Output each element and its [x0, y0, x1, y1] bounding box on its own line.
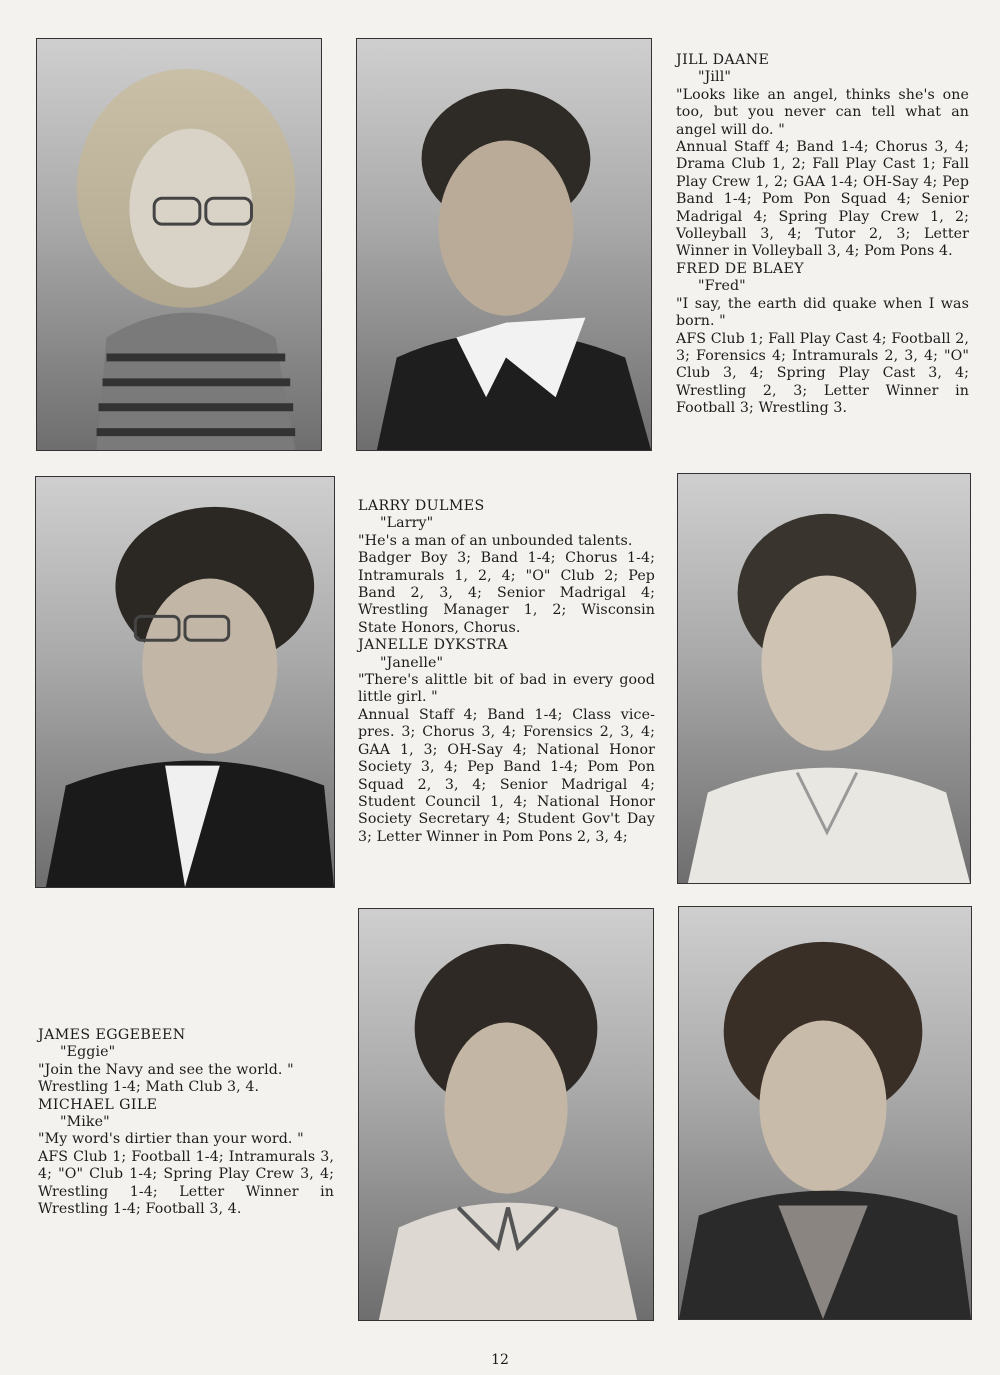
- student-activities: Badger Boy 3; Band 1-4; Chorus 1-4; Intramurals 1, 2, 4; "O" Club 2; Pep Band 2, 3, 4; Senior Madrigal 4; Wrestling Manager 1, 2; Wisconsin State Honors, Chorus.: [358, 550, 655, 636]
- portrait-photo-icon: [37, 39, 321, 450]
- portrait-photo-icon: [357, 39, 651, 450]
- student-activities: Wrestling 1-4; Math Club 3, 4.: [38, 1079, 260, 1096]
- student-nickname: "Mike": [60, 1114, 110, 1131]
- portrait-jill-daane: [36, 38, 322, 451]
- student-activities: Annual Staff 4; Band 1-4; Chorus 3, 4; Drama Club 1, 2; Fall Play Cast 1; Fall Play Crew 1, 2; GAA 1-4; OH-Say 4; Pep Band 1-4; Pom Pon Squad 4; Senior Madrigal 4; Spring Play Crew 1, 2; Volleyball 3, 4; Tutor 2, 3; Letter Winner in Volleyball 3, 4; Pom Pons 4.: [676, 139, 969, 260]
- student-quote: "Looks like an angel, thinks she's one too, but you never can tell what an angel will do. ": [676, 86, 969, 138]
- student-name: LARRY DULMES: [358, 498, 485, 514]
- bio-block-dulmes-dykstra: [358, 498, 655, 846]
- bio-block-eggebeen-gile: [38, 1027, 334, 1218]
- student-activities: AFS Club 1; Fall Play Cast 4; Football 2, 3; Forensics 4; Intramurals 2, 3, 4; "O" Club 3, 4; Spring Play Cast 3, 4; Wrestling 2, 3; Letter Winner in Football 3; Wrestling 3.: [676, 330, 969, 417]
- student-quote: "Join the Navy and see the world. ": [38, 1061, 294, 1078]
- student-nickname: "Eggie": [60, 1044, 116, 1061]
- page-number: 12: [491, 1352, 509, 1368]
- portrait-fred-de-blaey: [356, 38, 652, 451]
- student-nickname: "Janelle": [380, 654, 444, 671]
- portrait-james-eggebeen: [358, 908, 654, 1321]
- student-name: FRED DE BLAEY: [676, 260, 805, 277]
- student-activities: Annual Staff 4; Band 1-4; Class vice-pres. 3; Chorus 3, 4; Forensics 2, 3, 4; GAA 1, 3; OH-Say 4; National Honor Society 3, 4; Pep Band 1-4; Pom Pon Squad 2, 3, 4; Senior Madrigal 4; Student Council 1, 4; National Honor Society Secretary 4; Student Gov't Day 3; Letter Winner in Pom Pons 2, 3, 4;: [358, 706, 655, 845]
- student-nickname: "Jill": [698, 69, 731, 86]
- portrait-photo-icon: [679, 907, 971, 1319]
- student-name: JAMES EGGEBEEN: [38, 1027, 186, 1043]
- portrait-photo-icon: [359, 909, 653, 1320]
- portrait-janelle-dykstra: [677, 473, 971, 884]
- student-quote: "I say, the earth did quake when I was born. ": [676, 295, 969, 330]
- student-name: JANELLE DYKSTRA: [358, 637, 508, 654]
- student-quote: "There's alittle bit of bad in every good little girl. ": [358, 672, 655, 706]
- student-quote: "My word's dirtier than your word. ": [38, 1131, 304, 1148]
- portrait-photo-icon: [36, 477, 334, 887]
- portrait-photo-icon: [678, 474, 970, 883]
- student-nickname: "Larry": [380, 515, 434, 532]
- student-name: JILL DAANE: [676, 52, 770, 68]
- student-activities: AFS Club 1; Football 1-4; Intramurals 3, 4; "O" Club 1-4; Spring Play Crew 3, 4; Wrestling 1-4; Letter Winner in Wrestling 1-4; Football 3, 4.: [38, 1148, 334, 1218]
- portrait-larry-dulmes: [35, 476, 335, 888]
- student-name: MICHAEL GILE: [38, 1096, 158, 1113]
- student-nickname: "Fred": [698, 278, 746, 295]
- student-quote: "He's a man of an unbounded talents.: [358, 532, 633, 549]
- bio-block-daane-deblaey: [676, 52, 969, 418]
- portrait-michael-gile: [678, 906, 972, 1320]
